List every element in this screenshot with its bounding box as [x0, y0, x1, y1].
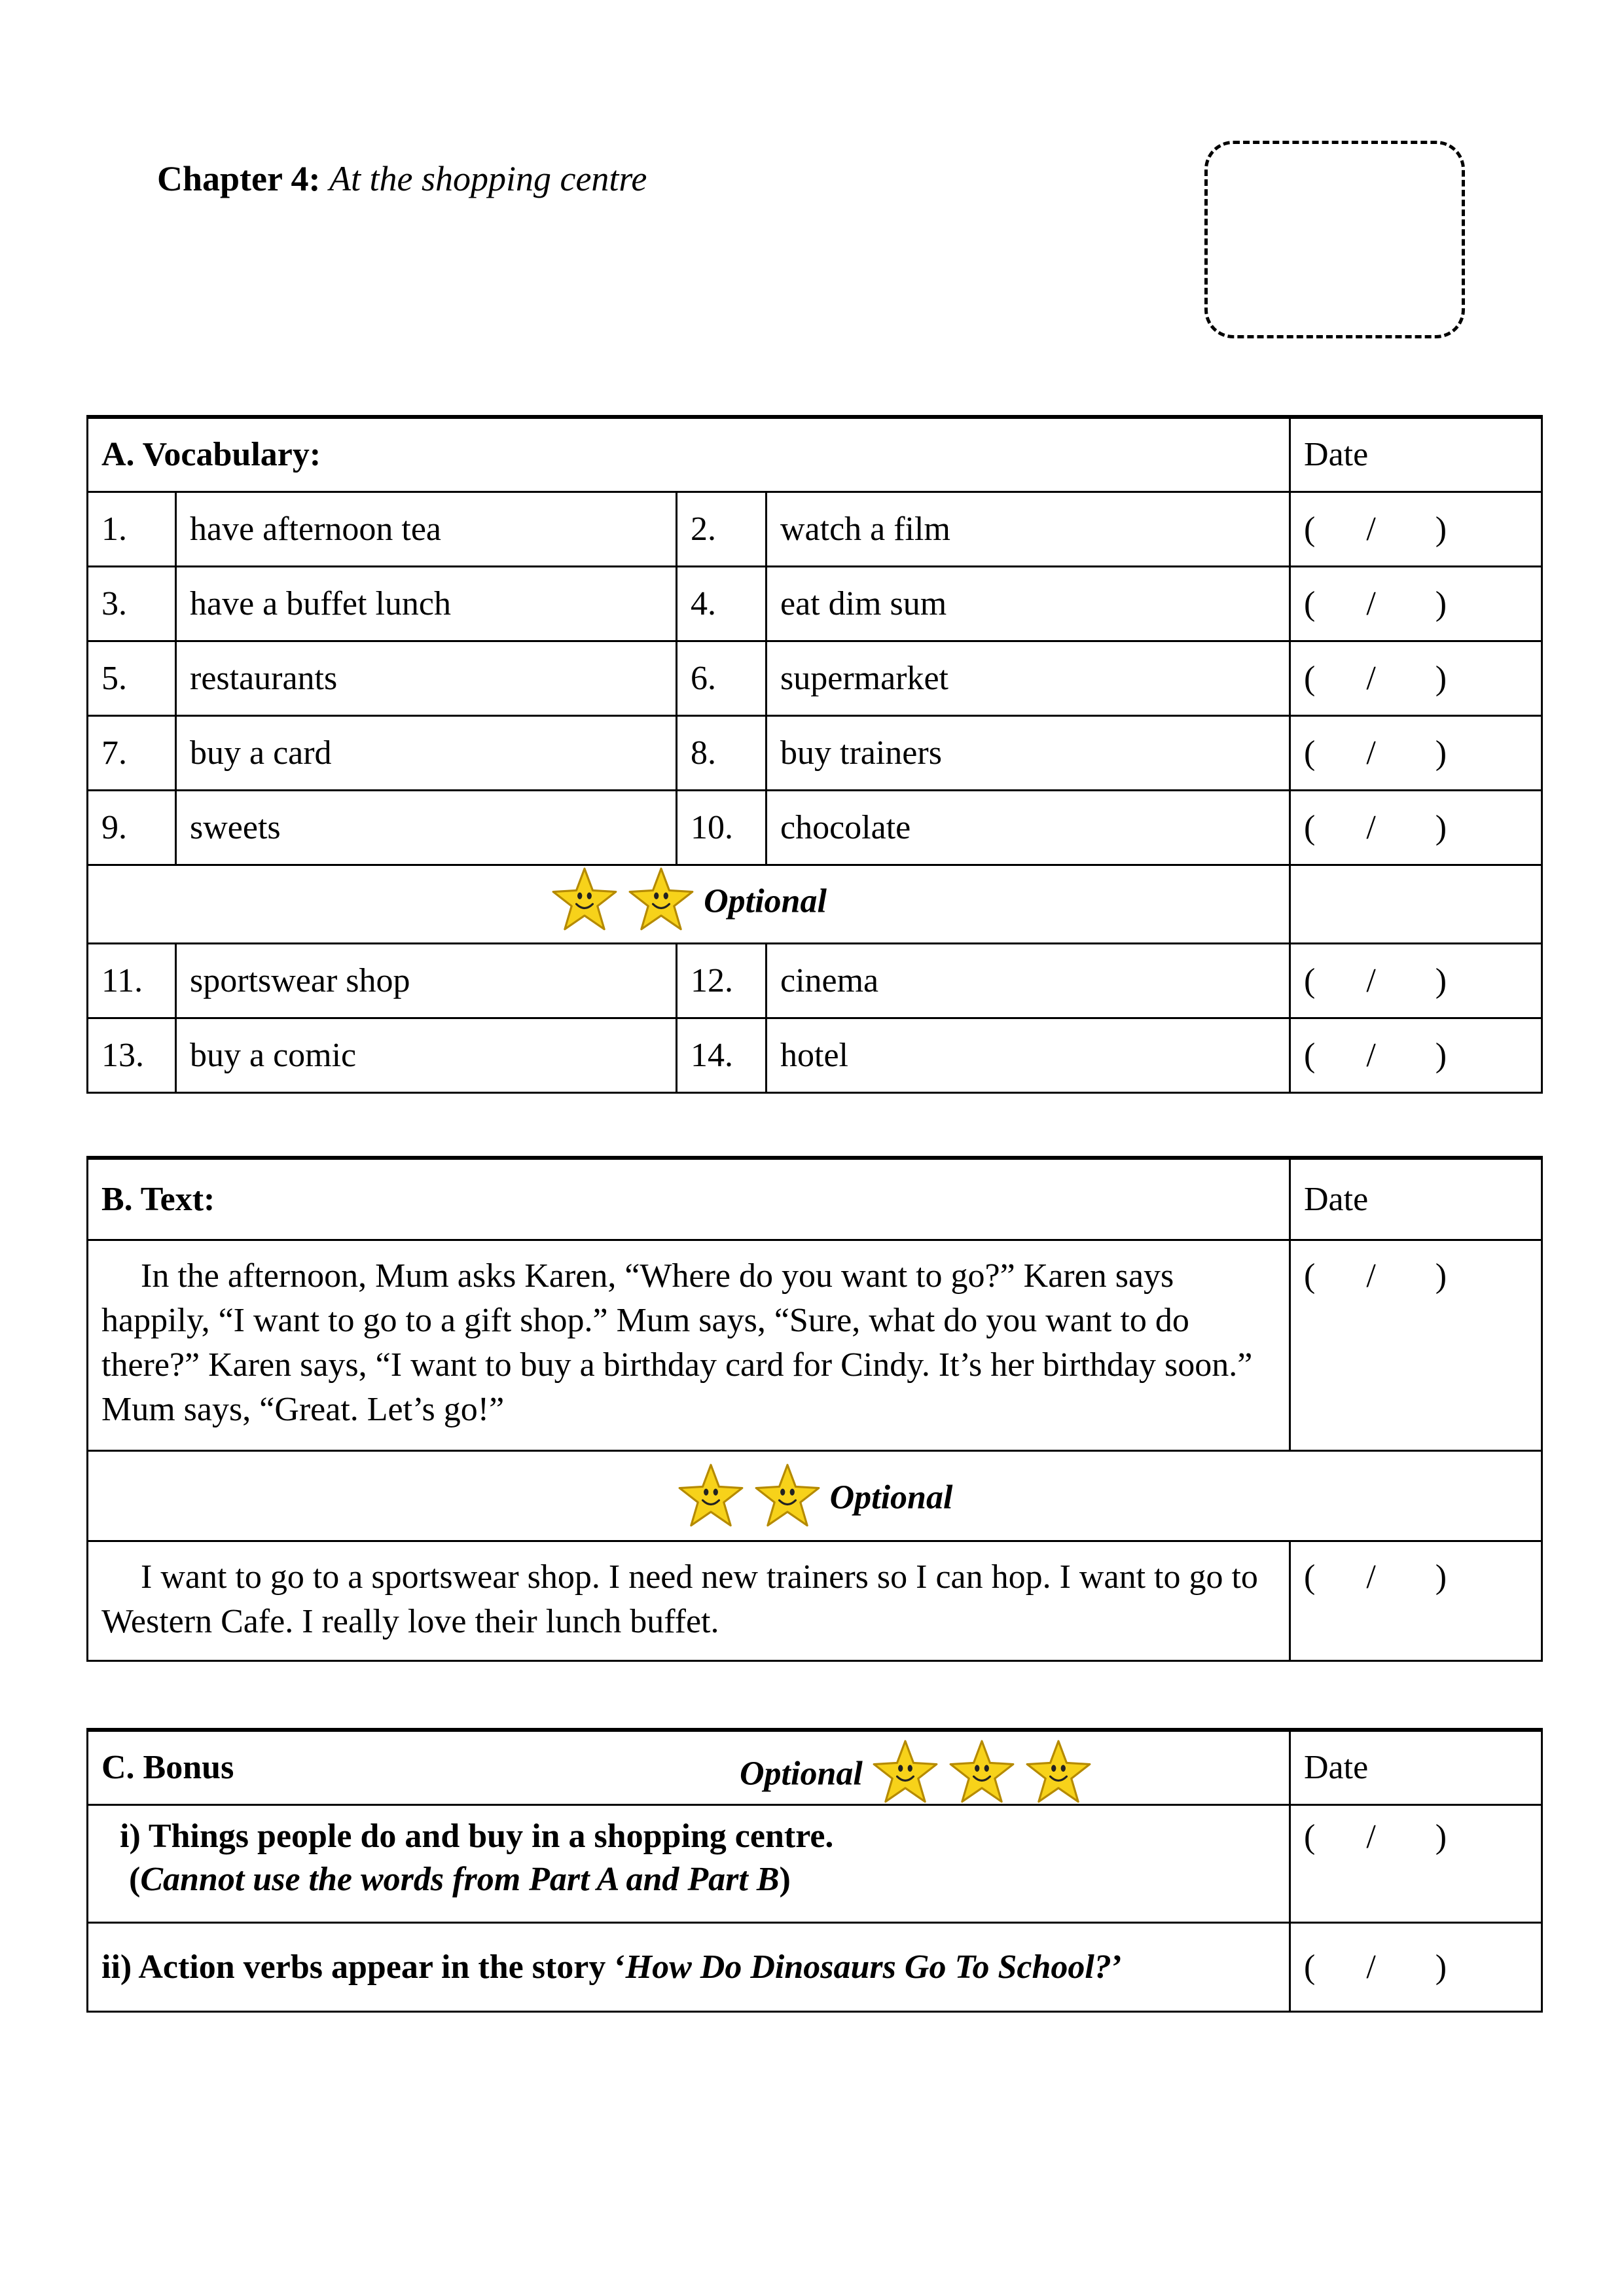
- bonus-item-2-suffix: ’: [1111, 1948, 1123, 1986]
- vocab-word: chocolate: [767, 790, 1290, 865]
- vocab-word: watch a film: [767, 492, 1290, 566]
- item-number: 4.: [677, 566, 767, 641]
- table-row: [88, 492, 1542, 566]
- vocab-word: have afternoon tea: [176, 492, 677, 566]
- optional-row: [88, 865, 1542, 943]
- vocab-word: supermarket: [767, 641, 1290, 715]
- date-field[interactable]: ( / ): [1290, 1922, 1542, 2011]
- bonus-optional-banner: [740, 1738, 1092, 1815]
- chapter-name: At the shopping centre: [329, 159, 647, 198]
- table-row: [88, 566, 1542, 641]
- empty-date-cell: [1290, 865, 1542, 943]
- item-number: 2.: [677, 492, 767, 566]
- vocab-word: eat dim sum: [767, 566, 1290, 641]
- date-field[interactable]: ( / ): [1290, 641, 1542, 715]
- vocab-word: buy trainers: [767, 715, 1290, 790]
- vocab-word: cinema: [767, 943, 1290, 1018]
- vocab-word: sweets: [176, 790, 677, 865]
- smiling-star-icon: [753, 1462, 821, 1539]
- smiling-star-icon: [948, 1738, 1016, 1815]
- table-row: [88, 641, 1542, 715]
- bonus-item-2-prefix: ii) Action verbs appear in the story ‘: [101, 1948, 626, 1986]
- table-row: [88, 1018, 1542, 1092]
- item-number: 14.: [677, 1018, 767, 1092]
- date-field[interactable]: ( / ): [1290, 1541, 1542, 1660]
- item-number: 3.: [88, 566, 176, 641]
- vocab-word: buy a comic: [176, 1018, 677, 1092]
- item-number: 11.: [88, 943, 176, 1018]
- table-row: [88, 790, 1542, 865]
- item-number: 13.: [88, 1018, 176, 1092]
- smiling-star-icon: [1024, 1738, 1092, 1815]
- text-table: [86, 1156, 1543, 1662]
- date-header: Date: [1290, 1730, 1542, 1804]
- vocabulary-heading: A. Vocabulary:: [88, 417, 1290, 492]
- date-field[interactable]: ( / ): [1290, 1240, 1542, 1450]
- text-heading: B. Text:: [88, 1158, 1290, 1240]
- smiling-star-icon: [871, 1738, 939, 1815]
- vocab-word: hotel: [767, 1018, 1290, 1092]
- bonus-heading-cell: [88, 1730, 1290, 1804]
- page-title: [157, 158, 647, 199]
- smiling-star-icon: [627, 866, 695, 942]
- date-field[interactable]: ( / ): [1290, 715, 1542, 790]
- vocab-word: sportswear shop: [176, 943, 677, 1018]
- date-field[interactable]: ( / ): [1290, 1018, 1542, 1092]
- chapter-number: Chapter 4:: [157, 159, 321, 198]
- reading-passage: In the afternoon, Mum asks Karen, “Where do you want to go?” Karen says happily, “I want to go to a gift shop.” Mum says, “Sure, what do you want to do there?” Karen says, “I want to buy a birthday card for Cindy. It’s her birthday soon.” Mum says, “Great. Let’s go!”: [88, 1240, 1290, 1450]
- bonus-item-1: [88, 1804, 1290, 1922]
- optional-label: Optional: [829, 1478, 953, 1516]
- table-row: [88, 715, 1542, 790]
- optional-banner: [88, 1450, 1542, 1541]
- optional-banner: [88, 865, 1290, 943]
- bonus-item-2: [88, 1922, 1290, 2011]
- date-header: Date: [1290, 1158, 1542, 1240]
- optional-passage: I want to go to a sportswear shop. I need new trainers so I can hop. I want to go to Western Cafe. I really love their lunch buffet.: [88, 1541, 1290, 1660]
- vocab-word: buy a card: [176, 715, 677, 790]
- smiling-star-icon: [677, 1462, 745, 1539]
- item-number: 5.: [88, 641, 176, 715]
- item-number: 7.: [88, 715, 176, 790]
- date-field[interactable]: ( / ): [1290, 566, 1542, 641]
- table-row: [88, 943, 1542, 1018]
- date-field[interactable]: ( / ): [1290, 492, 1542, 566]
- item-number: 8.: [677, 715, 767, 790]
- bonus-item-1-note: Cannot use the words from Part A and Part B: [140, 1860, 780, 1898]
- bonus-item-1-note-line: (Cannot use the words from Part A and Part B): [129, 1860, 791, 1898]
- stamp-box: [1204, 141, 1465, 338]
- item-number: 1.: [88, 492, 176, 566]
- vocab-word: restaurants: [176, 641, 677, 715]
- smiling-star-icon: [550, 866, 619, 942]
- story-title: How Do Dinosaurs Go To School?: [625, 1948, 1111, 1986]
- item-number: 10.: [677, 790, 767, 865]
- date-field[interactable]: ( / ): [1290, 790, 1542, 865]
- vocab-word: have a buffet lunch: [176, 566, 677, 641]
- optional-label: Optional: [704, 882, 827, 920]
- bonus-item-1-text: i) Things people do and buy in a shopping centre.: [120, 1817, 834, 1855]
- vocabulary-table: [86, 415, 1543, 1094]
- item-number: 9.: [88, 790, 176, 865]
- bonus-table: [86, 1728, 1543, 2013]
- bonus-heading: C. Bonus: [101, 1749, 234, 1787]
- date-field[interactable]: ( / ): [1290, 943, 1542, 1018]
- date-header: Date: [1290, 417, 1542, 492]
- item-number: 12.: [677, 943, 767, 1018]
- item-number: 6.: [677, 641, 767, 715]
- date-field[interactable]: ( / ): [1290, 1804, 1542, 1922]
- optional-label: Optional: [740, 1755, 863, 1793]
